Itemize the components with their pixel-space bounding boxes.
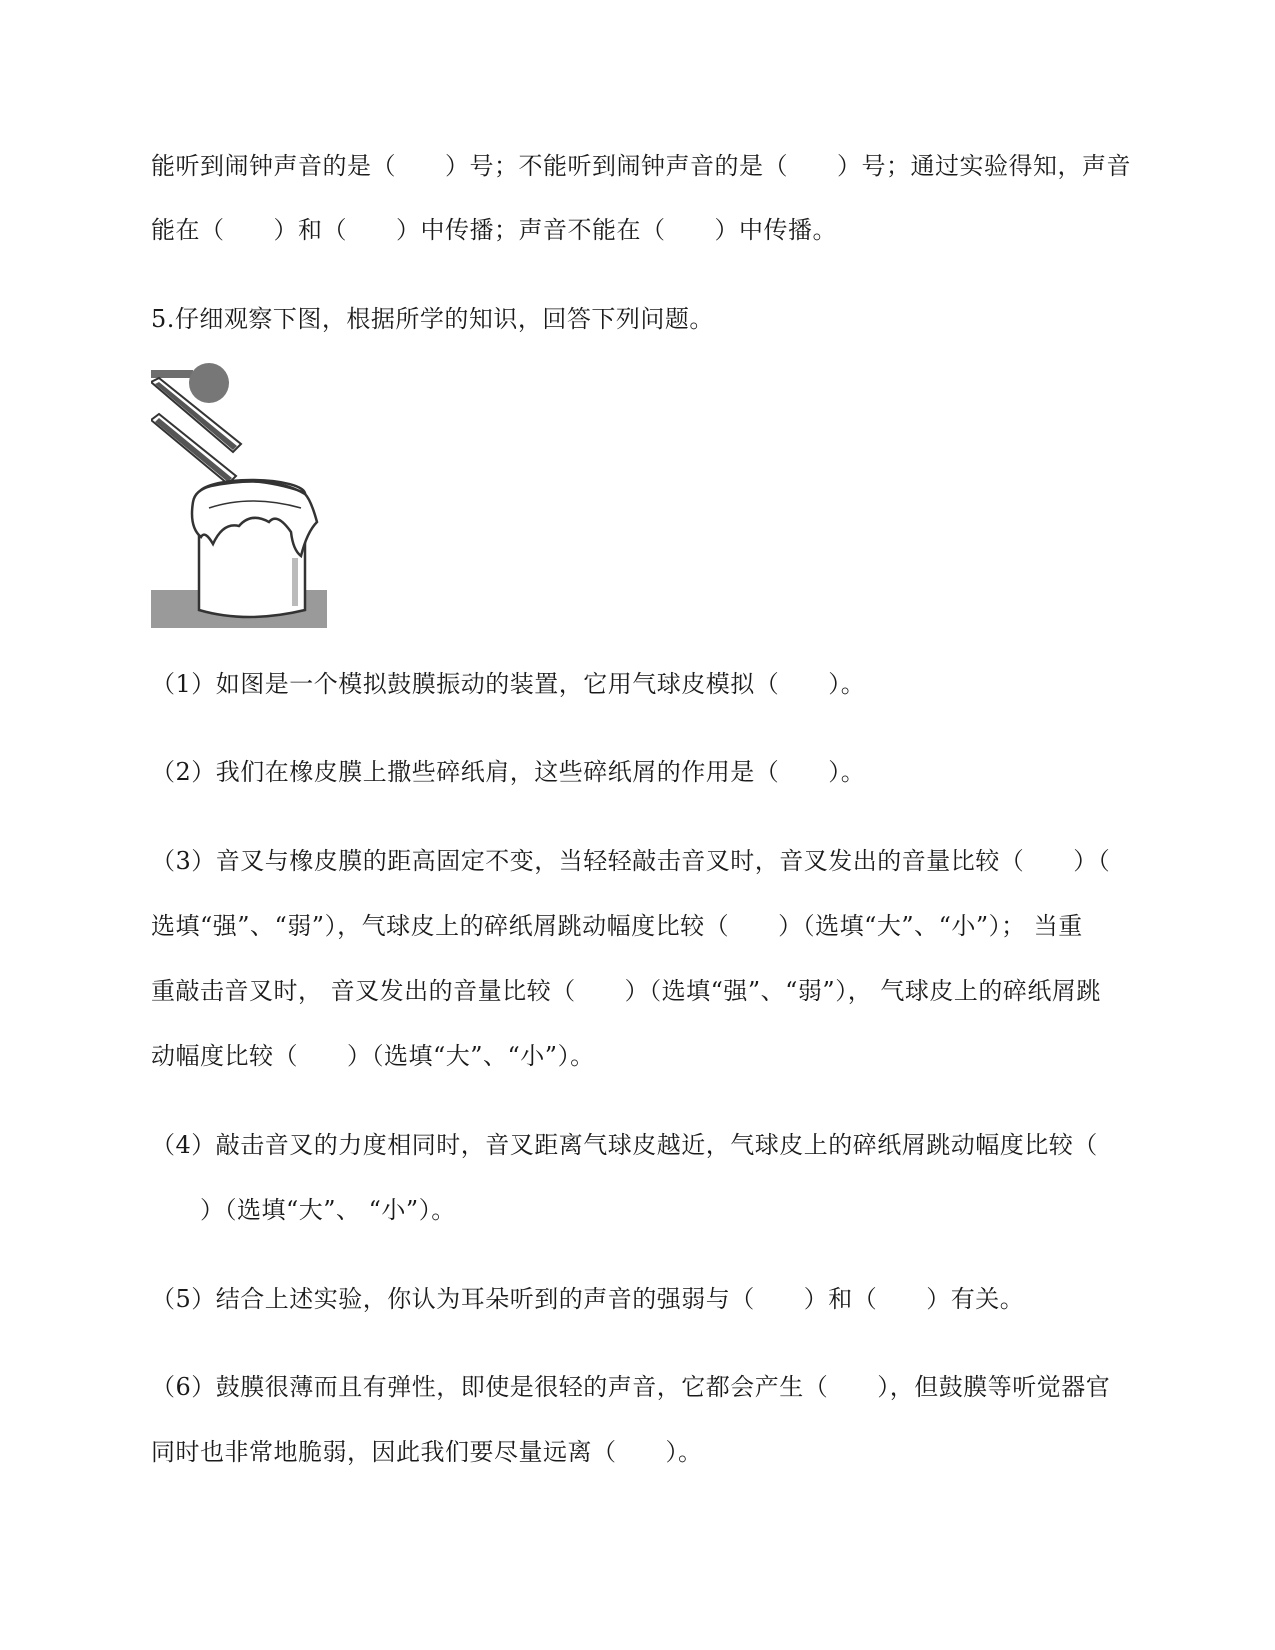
q5-item-6-line-2: 同时也非常地脆弱，因此我们要尽量远离（ ）。 [151,1438,703,1466]
tuning-fork-drum-figure [151,362,327,628]
mallet-handle [151,370,193,378]
q5-item-4-line-2: ）（选填“大”、 “小”）。 [151,1196,456,1224]
question-5-title: 5.仔细观察下图，根据所学的知识，回答下列问题。 [151,305,714,333]
mallet-head [189,363,229,403]
q5-item-2-line-1: （2）我们在橡皮膜上撒些碎纸肩，这些碎纸屑的作用是（ ）。 [151,758,866,786]
q5-item-3-line-4: 动幅度比较（ ）（选填“大”、“小”）。 [151,1042,595,1070]
q5-item-6-line-1: （6）鼓膜很薄而且有弹性，即使是很轻的声音，它都会产生（ ），但鼓膜等听觉器官 [151,1373,1111,1401]
q5-item-1-line-1: （1）如图是一个模拟鼓膜振动的装置，它用气球皮模拟（ ）。 [151,670,866,698]
q5-item-4-line-1: （4）敲击音叉的力度相同时，音叉距离气球皮越近，气球皮上的碎纸屑跳动幅度比较（ [151,1131,1098,1159]
q5-item-3-line-1: （3）音叉与橡皮膜的距高固定不变，当轻轻敲击音叉时，音叉发出的音量比较（ ）（ [151,847,1111,875]
q5-item-3-line-2: 选填“强”、“弱”），气球皮上的碎纸屑跳动幅度比较（ ）（选填“大”、“小”）； 当重 [151,912,1083,940]
q5-item-3-line-3: 重敲击音叉时， 音叉发出的音量比较（ ）（选填“强”、“弱”）， 气球皮上的碎纸屑跳 [151,977,1101,1005]
paragraph-top-line-2: 能在（ ）和（ ）中传播；声音不能在（ ）中传播。 [151,216,837,244]
q5-item-5-line-1: （5）结合上述实验，你认为耳朵听到的声音的强弱与（ ）和（ ）有关。 [151,1285,1025,1313]
paragraph-top-line-1: 能听到闹钟声音的是（ ）号；不能听到闹钟声音的是（ ）号；通过实验得知，声音 [151,152,1131,180]
